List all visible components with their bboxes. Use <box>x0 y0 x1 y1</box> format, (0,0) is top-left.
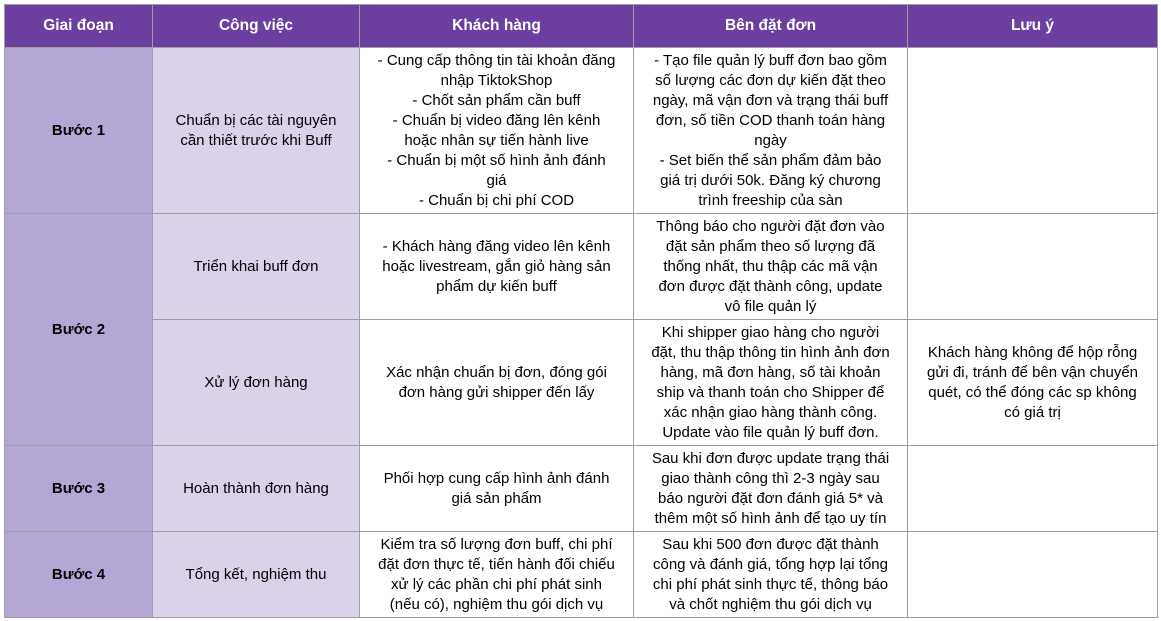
cell-line: có giá trị <box>1004 403 1061 421</box>
cell-line: - Chốt sản phẩm cần buff <box>412 91 581 109</box>
cell-line: - Cung cấp thông tin tài khoản đăng <box>377 51 616 69</box>
cell-line: cần thiết trước khi Buff <box>180 131 332 149</box>
cell-line: Thông báo cho người đặt đơn vào <box>656 217 885 235</box>
cell-line: báo người đặt đơn đánh giá 5* và <box>658 489 883 507</box>
orderer-cell <box>634 320 908 446</box>
cell-line: Kiểm tra số lượng đơn buff, chi phí <box>380 535 613 553</box>
cell-line: đặt sản phẩm theo số lượng đã <box>665 237 876 255</box>
task-cell <box>153 532 360 618</box>
cell-line: Triển khai buff đơn <box>193 257 319 275</box>
process-table <box>4 4 1158 618</box>
cell-line: ngày, mã vận đơn và trạng thái buff <box>652 91 889 109</box>
cell-line: và chốt nghiệm thu gói dịch vụ <box>669 595 872 613</box>
orderer-cell <box>634 214 908 320</box>
cell-line: Xử lý đơn hàng <box>204 373 308 391</box>
cell-line: giá sản phẩm <box>451 489 542 507</box>
cell-line: Khi shipper giao hàng cho người <box>661 323 880 341</box>
cell-line: phẩm dự kiến buff <box>436 277 557 295</box>
cell-line: chi phí phát sinh thực tế, thông báo <box>652 575 889 593</box>
cell-line: giá trị dưới 50k. Đăng ký chương <box>660 171 881 189</box>
header-note: Lưu ý <box>908 5 1158 48</box>
cell-line: Khách hàng không để hộp rỗng <box>927 343 1138 361</box>
cell-line: Chuẩn bị các tài nguyên <box>175 111 337 129</box>
cell-line: Sau khi đơn được update trạng thái <box>651 449 890 467</box>
stage-cell: Bước 2 <box>5 214 153 446</box>
cell-line: giá <box>486 171 507 189</box>
cell-line: thêm một số hình ảnh để tạo uy tín <box>654 509 887 527</box>
cell-line: đặt đơn thực tế, tiến hành đối chiếu <box>378 555 615 573</box>
cell-line: ship và thanh toán cho Shipper để <box>656 383 885 401</box>
cell-line: đơn, số tiền COD thanh toán hàng <box>655 111 886 129</box>
stage-cell: Bước 1 <box>5 48 153 214</box>
note-cell <box>908 214 1158 320</box>
task-cell <box>153 446 360 532</box>
orderer-cell <box>634 48 908 214</box>
cell-line: (nếu có), nghiệm thu gói dịch vụ <box>389 595 604 613</box>
cell-line: Phối hợp cung cấp hình ảnh đánh <box>383 469 610 487</box>
cell-line: - Khách hàng đăng video lên kênh <box>382 237 611 255</box>
cell-line: - Chuẩn bị chi phí COD <box>418 191 575 209</box>
cell-line: ngày <box>754 131 787 149</box>
cell-line: đặt, thu thập thông tin hình ảnh đơn <box>651 343 890 361</box>
cell-line: giao thành công thì 2-3 ngày sau <box>661 469 880 487</box>
task-cell <box>153 48 360 214</box>
note-cell <box>908 320 1158 446</box>
customer-cell <box>360 48 634 214</box>
cell-line: đơn hàng gửi shipper đến lấy <box>398 383 595 401</box>
cell-line: gửi đi, tránh để bên vận chuyển <box>926 363 1139 381</box>
stage-cell: Bước 3 <box>5 446 153 532</box>
cell-line: Sau khi 500 đơn được đặt thành <box>662 535 879 553</box>
cell-line: - Chuẩn bị video đăng lên kênh <box>392 111 601 129</box>
cell-line: - Chuẩn bị một số hình ảnh đánh <box>387 151 606 169</box>
header-orderer: Bên đặt đơn <box>634 5 908 48</box>
note-cell <box>908 446 1158 532</box>
cell-line: trình freeship của sàn <box>698 191 843 209</box>
customer-cell <box>360 532 634 618</box>
table-row <box>5 48 1158 214</box>
cell-line: vô file quản lý <box>724 297 817 315</box>
table-row <box>5 320 1158 446</box>
customer-cell <box>360 214 634 320</box>
cell-line: hàng, mã đơn hàng, số tài khoản <box>660 363 881 381</box>
header-stage: Giai đoạn <box>5 5 153 48</box>
cell-line: đơn được đặt thành công, update <box>658 277 883 295</box>
cell-line: Update vào file quản lý buff đơn. <box>662 423 879 441</box>
customer-cell <box>360 446 634 532</box>
cell-line: Tổng kết, nghiệm thu <box>185 565 327 583</box>
cell-line: số lượng các đơn dự kiến đặt theo <box>655 71 886 89</box>
cell-line: nhập TiktokShop <box>440 71 553 89</box>
header-customer: Khách hàng <box>360 5 634 48</box>
header-row <box>5 5 1158 48</box>
cell-line: - Set biến thể sản phẩm đảm bảo <box>659 151 882 169</box>
cell-line: - Tạo file quản lý buff đơn bao gồm <box>654 51 887 69</box>
table-row <box>5 446 1158 532</box>
cell-line: xử lý các phần chi phí phát sinh <box>391 575 602 593</box>
table-row <box>5 532 1158 618</box>
cell-line: Xác nhận chuẩn bị đơn, đóng gói <box>386 363 607 381</box>
cell-line: hoặc nhân sự tiến hành live <box>404 131 589 149</box>
orderer-cell <box>634 532 908 618</box>
customer-cell <box>360 320 634 446</box>
stage-cell: Bước 4 <box>5 532 153 618</box>
header-task: Công việc <box>153 5 360 48</box>
task-cell <box>153 320 360 446</box>
cell-line: công và đánh giá, tổng hợp lại tổng <box>652 555 888 573</box>
cell-line: Hoàn thành đơn hàng <box>183 479 329 497</box>
cell-line: quét, có thể đóng các sp không <box>928 383 1137 401</box>
cell-line: hoặc livestream, gắn giỏ hàng sản <box>382 257 611 275</box>
table-row <box>5 214 1158 320</box>
task-cell <box>153 214 360 320</box>
note-cell <box>908 532 1158 618</box>
note-cell <box>908 48 1158 214</box>
orderer-cell <box>634 446 908 532</box>
cell-line: thống nhất, thu thập các mã vận <box>663 257 878 275</box>
cell-line: xác nhận giao hàng thành công. <box>663 403 878 421</box>
